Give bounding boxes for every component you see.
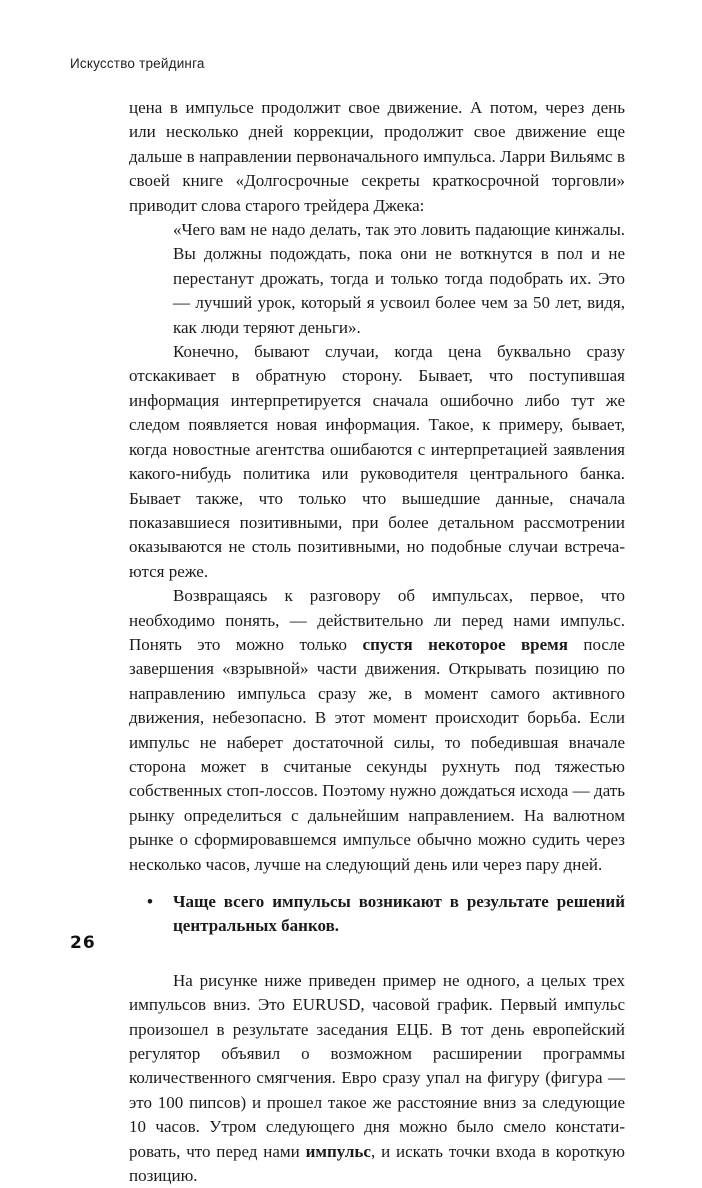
body-text [129, 96, 625, 1188]
page-number: 26 [70, 933, 96, 953]
paragraph-4-emphasis: импульс [305, 1141, 371, 1161]
paragraph-3-emphasis: спустя некоторое время [362, 634, 568, 654]
paragraph-3-text-b: после завершения «взрывной» части движения. Открывать позицию по направлению импульса сразу же, в момент самого активного движения, небезопасно. В этот момент происходит борьба. Если импульс не наберет достаточной силы, то победившая вначале сторона может в считаные секунды рухнуть под тяжестью собственных стоп-лоссов. Поэтому нужно дождаться исхода — дать рынку определиться с дальнейшим направлением. На валютном рынке о сформировавшемся импульсе обычно можно судить через несколько часов, лучше на следующий день или через пару дней. [129, 634, 625, 874]
paragraph-2: Конечно, бывают случаи, когда цена буквально сразу отскакивает в обратную сторону. Бывает, что поступившая информация интерпретируется сначала ошибочно либо тут же следом появляется новая информация. Такое, к примеру, бывает, когда новостные агентства ошибаются с интерпретацией заявления какого-нибудь политика или руководителя центрального банка. Бывает также, что только что вышедшие данные, сначала показавшиеся позитивными, при более детальном рассмотрении оказываются не столь позитивными, но подобные случаи встречаются реже. [129, 342, 625, 581]
paragraph-1: цена в импульсе продолжит свое движение. А потом, через день или несколько дней коррекции, продолжит свое движение еще дальше в направлении первоначального импульса. Ларри Вильямс в своей книге «Долгосрочные секреты краткосрочной торговли» приводит слова старого трейдера Джека: [129, 98, 625, 215]
paragraph-4-text-b: , и искать точки входа в короткую позицию. [129, 1141, 625, 1186]
bullet-item [129, 890, 625, 939]
bullet-text: Чаще всего импульсы возникают в результате решений центральных банков. [173, 892, 625, 936]
paragraph-3 [129, 584, 625, 877]
paragraph-4-text-a: На рисунке ниже приведен пример не одного, а целых трех импульсов вниз. Это EURUSD, часовой график. Первый импульс произошел в результате заседания ЕЦБ. В тот день европейский регулятор объявил о возможном расширении программы количественного смягчения. Евро сразу упал на фигуру (фигура — это 100 пипсов) и прошел такое же расстояние вниз за следующие 10 часов. Утром следующего дня можно было смело констатировать, что перед нами [129, 970, 625, 1161]
running-title: Искусство трейдинга [70, 56, 205, 71]
paragraph-3-text-a: Возвращаясь к разговору об импульсах, первое, что необходимо понять, — действительно ли перед нами импульс. Понять это можно только [129, 586, 625, 654]
bullet-dot-icon: • [147, 892, 153, 911]
paragraph-4 [129, 969, 625, 1188]
quote-paragraph: «Чего вам не надо делать, так это ловить падающие кинжалы. Вы должны подождать, пока они не воткнутся в пол и не перестанут дрожать, тогда и только тогда подобрать их. Это — лучший урок, который я усвоил более чем за 50 лет, видя, как люди теряют деньги». [173, 220, 625, 337]
